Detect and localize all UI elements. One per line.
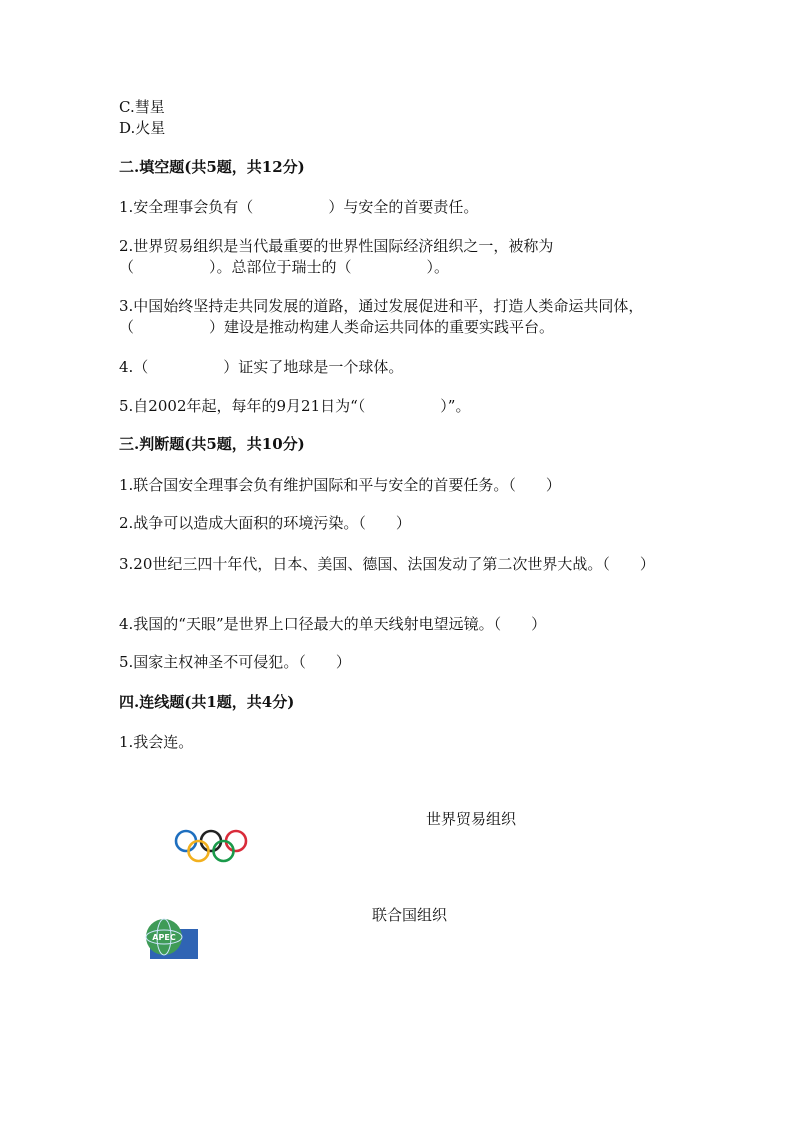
fill-question-4: 4.（ ）证实了地球是一个球体。 <box>119 358 404 376</box>
judge-question-2: 2.战争可以造成大面积的环境污染。（ ） <box>119 514 411 532</box>
judge-question-4: 4.我国的“天眼”是世界上口径最大的单天线射电望远镜。（ ） <box>119 615 547 633</box>
option-c: C.彗星 <box>119 98 165 116</box>
fill-question-3: 3.中国始终坚持走共同发展的道路，通过发展促进和平，打造人类命运共同体，（ ）建设是推动构建人类命运共同体的重要实践平台。 <box>119 297 644 336</box>
olympic-rings-image <box>174 828 248 864</box>
judge-question-3: 3.20世纪三四十年代，日本、美国、德国、法国发动了第二次世界大战。（ ） <box>119 555 655 573</box>
match-item-un: 联合国组织 <box>372 906 448 924</box>
section2-title: 二.填空题(共5题，共12分) <box>119 158 305 176</box>
ring-blue <box>176 831 196 851</box>
ring-green <box>214 841 234 861</box>
option-d: D.火星 <box>119 119 166 137</box>
match-question-1: 1.我会连。 <box>119 733 194 751</box>
judge-question-5: 5.国家主权神圣不可侵犯。（ ） <box>119 653 351 671</box>
apec-logo-image <box>140 917 200 961</box>
judge-question-1: 1.联合国安全理事会负有维护国际和平与安全的首要任务。（ ） <box>119 476 561 494</box>
ring-black <box>201 831 221 851</box>
fill-question-5: 5.自2002年起，每年的9月21日为“（ ）”。 <box>119 397 471 415</box>
fill-question-2: 2.世界贸易组织是当代最重要的世界性国际经济组织之一，被称为（ ）。总部位于瑞士的（ ）。 <box>119 237 554 276</box>
ring-yellow <box>189 841 209 861</box>
apec-label: APEC <box>152 933 176 942</box>
section4-title: 四.连线题(共1题，共4分) <box>119 693 295 711</box>
fill-question-1: 1.安全理事会负有（ ）与安全的首要责任。 <box>119 198 479 216</box>
section3-title: 三.判断题(共5题，共10分) <box>119 435 305 453</box>
match-item-wto: 世界贸易组织 <box>426 810 517 828</box>
ring-red <box>226 831 246 851</box>
